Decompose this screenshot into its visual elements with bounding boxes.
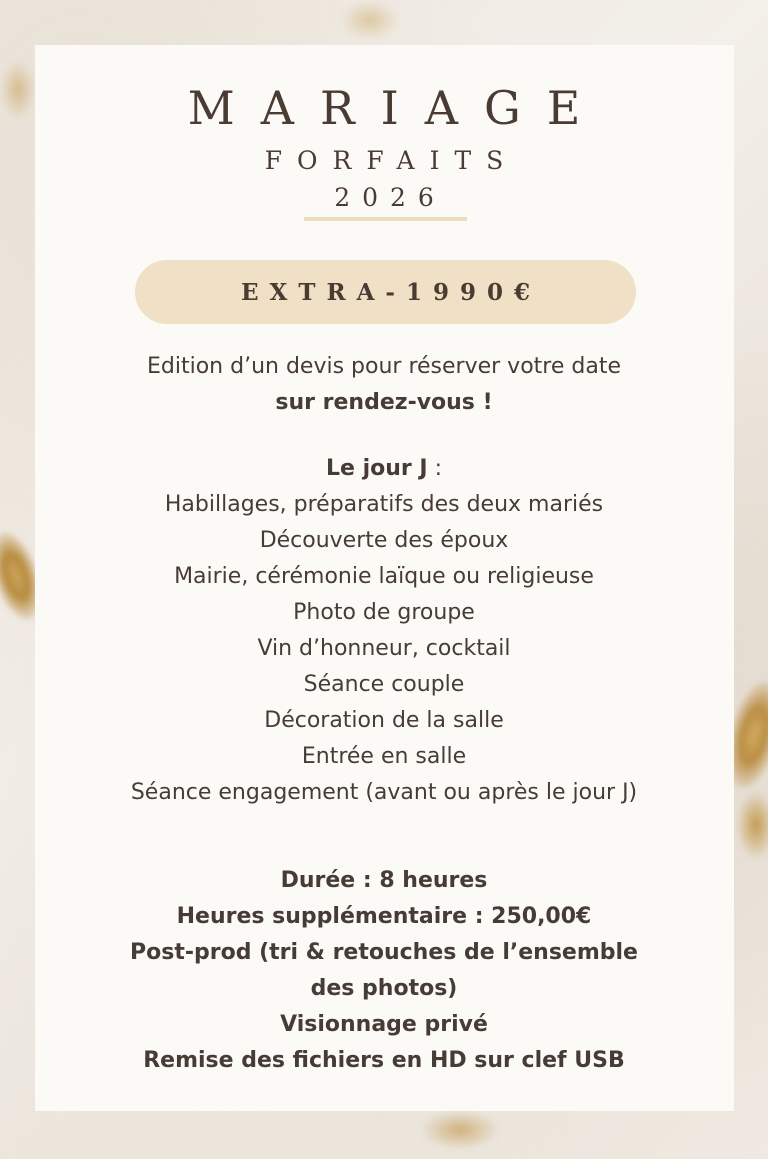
list-item: Décoration de la salle <box>264 708 504 733</box>
extra-hours-text: Heures supplémentaire : 250,00€ <box>176 904 592 929</box>
postprod-text-continued: des photos) <box>310 976 458 1001</box>
package-description <box>0 349 768 1079</box>
delivery-text: Remise des fichiers en HD sur clef USB <box>143 1048 625 1073</box>
viewing-text: Visionnage privé <box>280 1012 488 1037</box>
gold-leaf-decoration <box>340 0 400 40</box>
page-subtitle: FORFAITS <box>264 146 519 175</box>
day-heading-colon: : <box>427 456 443 481</box>
intro-appointment: sur rendez-vous ! <box>275 390 493 415</box>
duration-text: Durée : 8 heures <box>280 868 488 893</box>
spacer <box>0 421 768 451</box>
page-year: 2026 <box>334 183 446 212</box>
list-item: Habillages, préparatifs des deux mariés <box>164 492 604 517</box>
price-badge: EXTRA-1990€ <box>135 260 636 324</box>
list-item: Mairie, cérémonie laïque ou religieuse <box>174 564 594 589</box>
list-item: Séance engagement (avant ou après le jour J) <box>130 780 638 805</box>
list-item: Photo de groupe <box>293 600 475 625</box>
list-item: Découverte des époux <box>259 528 509 553</box>
intro-text: Edition d’un devis pour réserver votre date <box>147 354 621 379</box>
spacer <box>0 811 768 863</box>
gold-leaf-decoration <box>420 1110 500 1150</box>
list-item: Entrée en salle <box>301 744 467 769</box>
list-item: Séance couple <box>303 672 465 697</box>
title-underline <box>304 217 467 221</box>
day-heading-label: Le jour J <box>325 456 428 481</box>
postprod-text: Post-prod (tri & retouches de l’ensemble <box>130 940 638 965</box>
page-title: MARIAGE <box>187 81 607 135</box>
list-item: Vin d’honneur, cocktail <box>257 636 511 661</box>
day-heading <box>0 451 768 487</box>
